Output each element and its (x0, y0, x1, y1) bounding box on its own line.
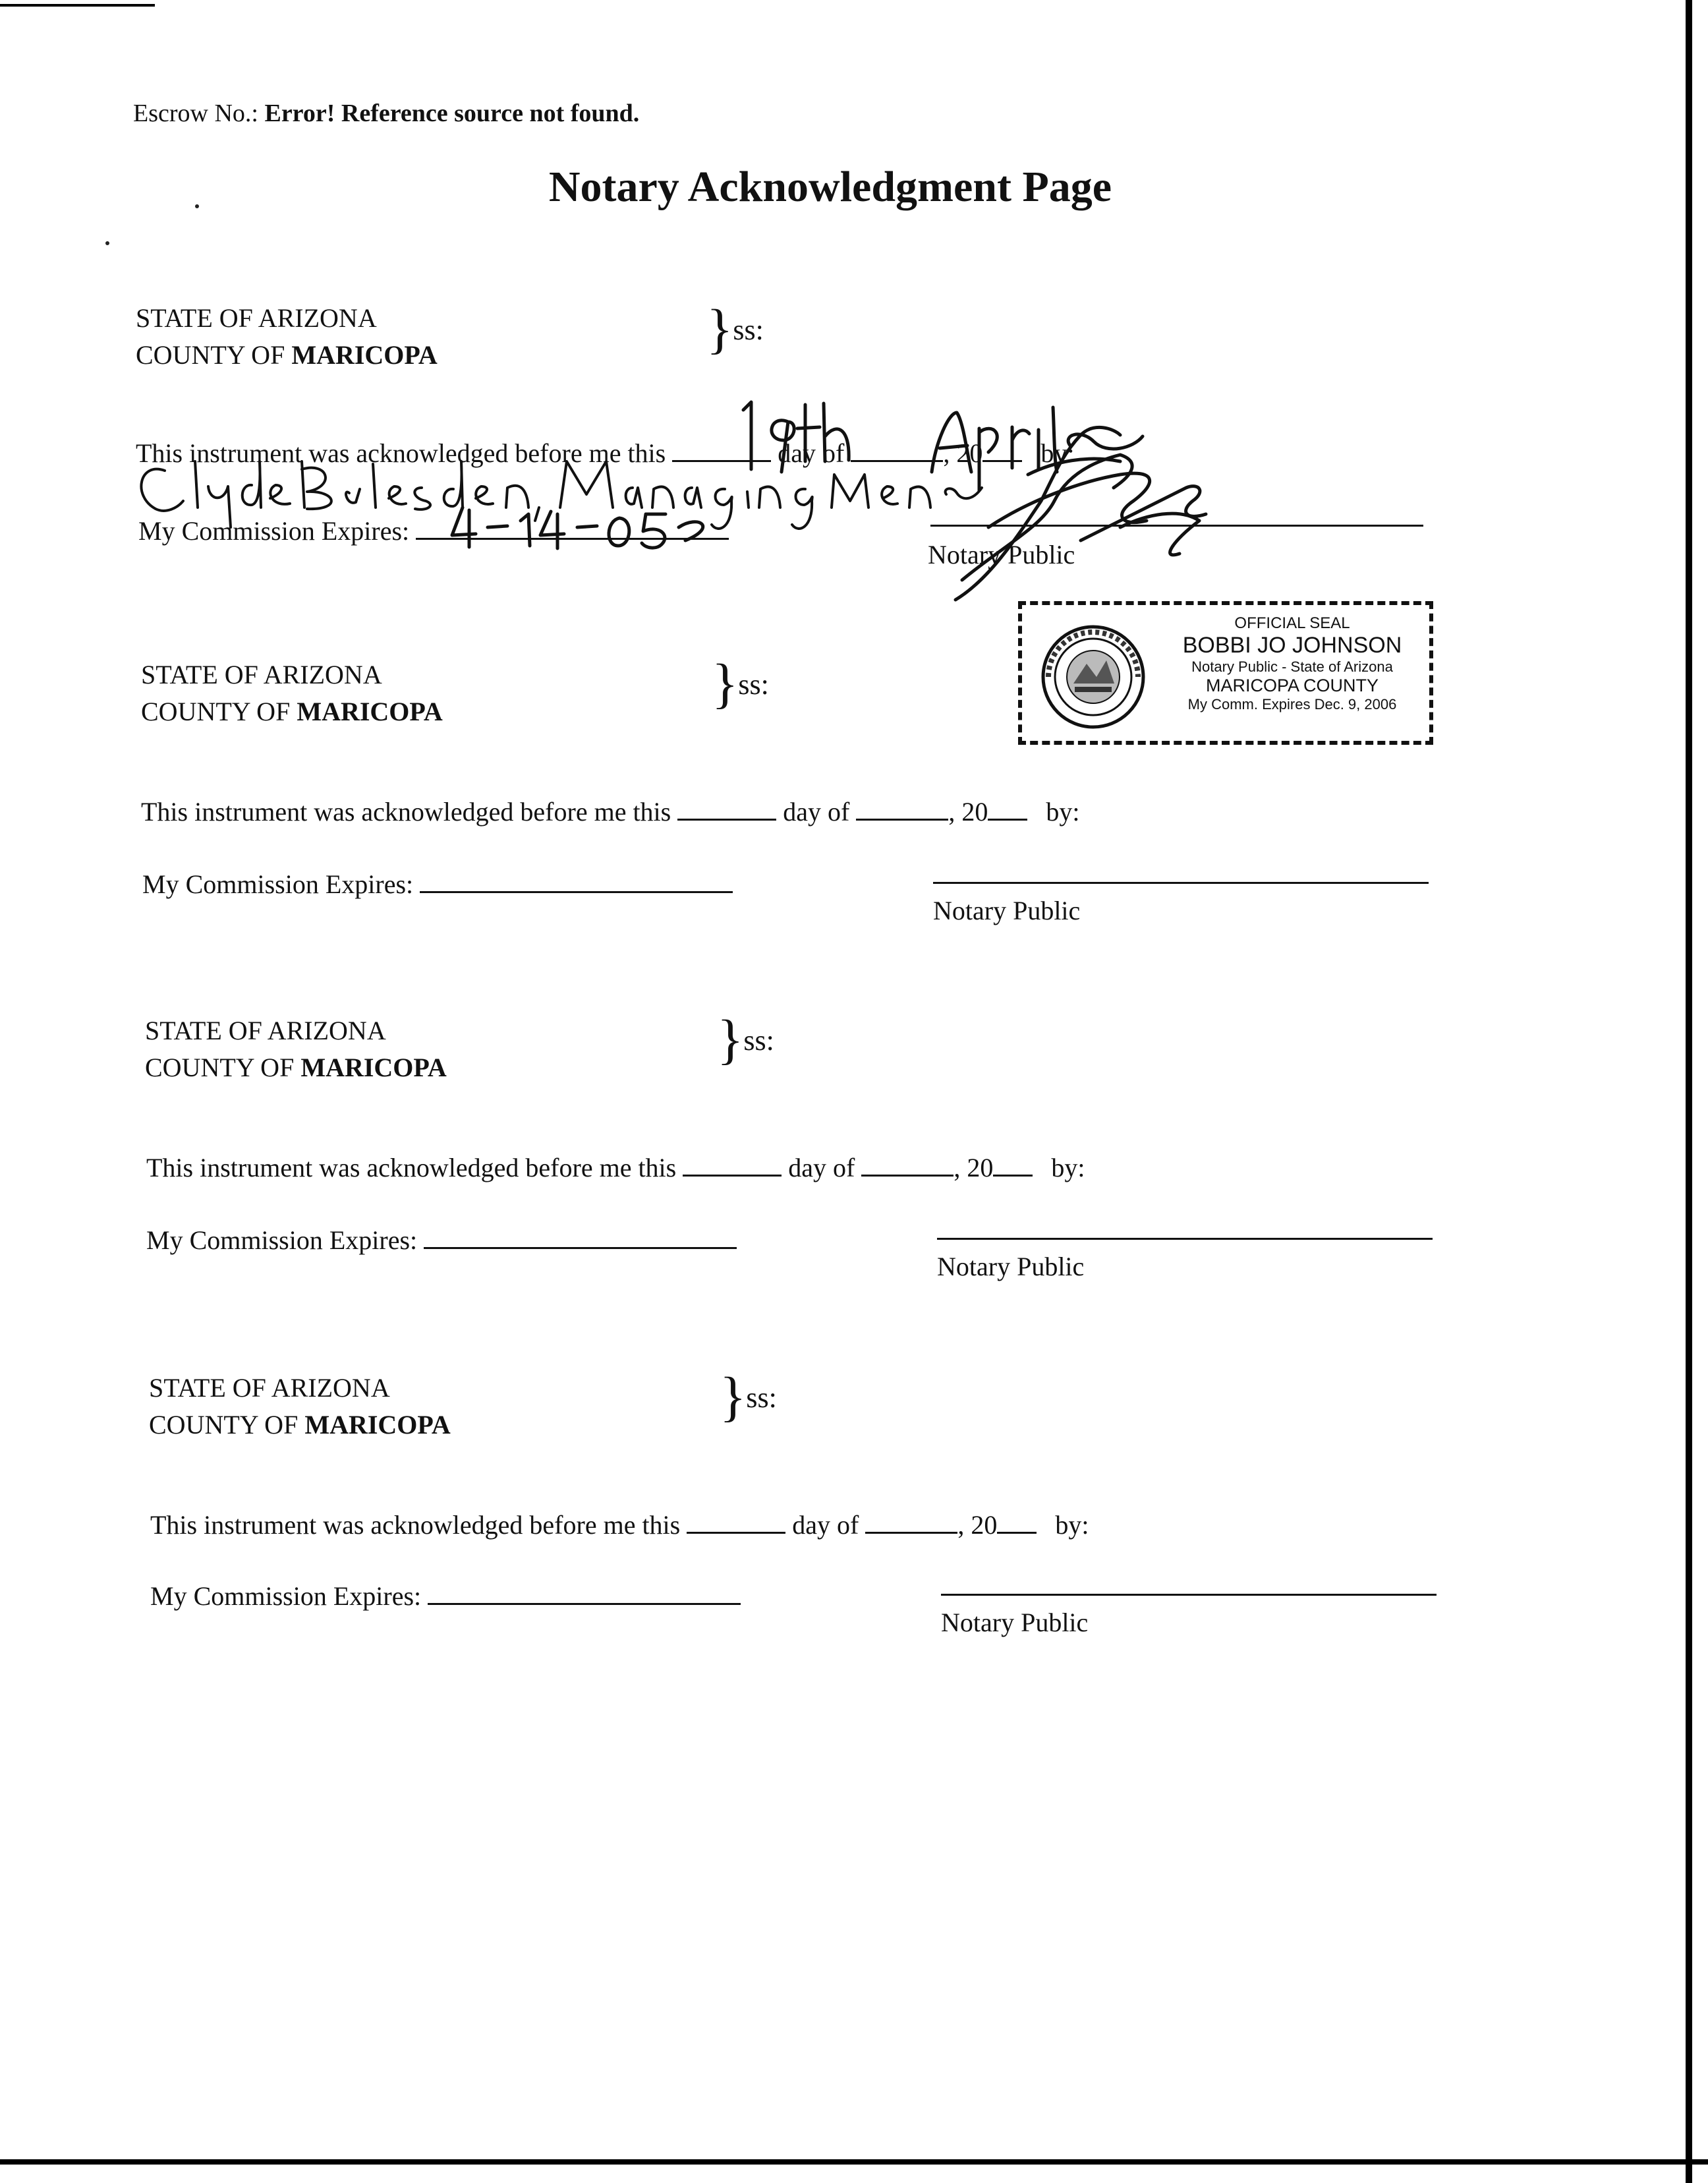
notary-signature-line (937, 1238, 1433, 1240)
year-blank[interactable] (982, 440, 1022, 462)
ss-mark: }ss: (720, 1366, 777, 1428)
scan-speck (105, 241, 109, 245)
commission-blank[interactable] (428, 1583, 741, 1605)
county-line: COUNTY OF MARICOPA (145, 1053, 447, 1082)
commission-line: My Commission Expires: (150, 1581, 741, 1612)
month-blank[interactable] (856, 799, 948, 821)
commission-blank[interactable] (416, 518, 729, 540)
commission-blank[interactable] (424, 1227, 737, 1249)
acknowledgment-line: This instrument was acknowledged before me this day of , 20 by: (150, 1510, 1089, 1540)
notary-public-label: Notary Public (937, 1252, 1085, 1281)
year-blank[interactable] (997, 1512, 1037, 1534)
venue (145, 1012, 447, 1086)
state-label: STATE OF ARIZONA (136, 303, 377, 333)
commission-line: My Commission Expires: (142, 869, 733, 900)
escrow-line (133, 99, 639, 128)
notary-signature-line (941, 1594, 1437, 1596)
corner-line (0, 4, 155, 7)
page-border-bottom (0, 2159, 1708, 2165)
page-border-right (1686, 0, 1692, 2183)
ss-mark: }ss: (717, 1009, 774, 1070)
notary-public-label: Notary Public (933, 896, 1081, 925)
year-blank[interactable] (993, 1155, 1033, 1177)
commission-blank[interactable] (420, 871, 733, 893)
county-line: COUNTY OF MARICOPA (141, 697, 443, 726)
commission-line: My Commission Expires: (146, 1225, 737, 1256)
day-blank[interactable] (677, 799, 776, 821)
state-label: STATE OF ARIZONA (149, 1373, 390, 1403)
month-blank[interactable] (865, 1512, 957, 1534)
acknowledgment-line: This instrument was acknowledged before me this day of , 20 by: (146, 1153, 1085, 1182)
commission-line: My Commission Expires: (138, 515, 729, 546)
notary-signature-line (933, 882, 1429, 884)
acknowledgment-line: This instrument was acknowledged before me this day of , 20 by: (136, 438, 1075, 468)
ss-mark: }ss: (706, 299, 764, 360)
page-title: Notary Acknowledgment Page (548, 163, 1112, 211)
notary-public-label: Notary Public (941, 1608, 1089, 1637)
month-blank[interactable] (851, 440, 943, 462)
venue (136, 300, 438, 374)
county-line: COUNTY OF MARICOPA (136, 340, 438, 370)
month-blank[interactable] (861, 1155, 954, 1177)
escrow-label: Escrow No.: (133, 100, 258, 127)
day-blank[interactable] (672, 440, 771, 462)
day-blank[interactable] (683, 1155, 782, 1177)
venue (149, 1370, 451, 1443)
seal-text: OFFICIAL SEAL BOBBI JO JOHNSON Notary Public - State of Arizona MARICOPA COUNTY My Comm. Expires Dec. 9, 2006 (1182, 614, 1402, 713)
year-blank[interactable] (988, 799, 1027, 821)
notary-public-label: Notary Public (928, 540, 1075, 569)
venue (141, 656, 443, 730)
day-blank[interactable] (687, 1512, 785, 1534)
acknowledgment-line: This instrument was acknowledged before me this day of , 20 by: (141, 797, 1080, 827)
state-label: STATE OF ARIZONA (145, 1016, 386, 1045)
escrow-value: Error! Reference source not found. (264, 100, 640, 127)
state-seal-icon (1034, 621, 1153, 733)
notary-signature-line (930, 525, 1423, 527)
notary-seal (1018, 601, 1433, 745)
state-label: STATE OF ARIZONA (141, 660, 382, 689)
ss-mark: }ss: (712, 653, 769, 714)
county-line: COUNTY OF MARICOPA (149, 1410, 451, 1440)
